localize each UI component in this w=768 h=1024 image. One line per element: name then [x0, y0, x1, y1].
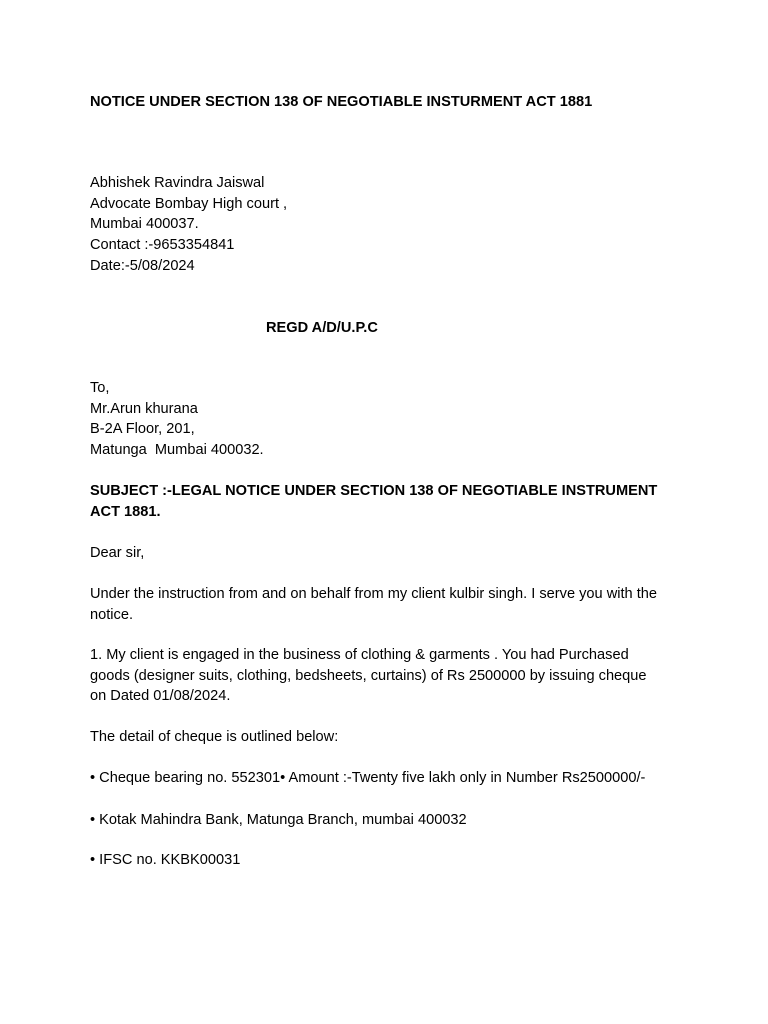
sender-name: Abhishek Ravindra Jaiswal: [90, 175, 265, 191]
recipient-block: [90, 378, 264, 461]
recipient-name: Mr.Arun khurana: [90, 400, 198, 417]
subject-line-2: ACT 1881.: [90, 503, 161, 520]
intro-paragraph: [90, 584, 657, 625]
notice-date: Date:-5/08/2024: [90, 257, 195, 274]
intro-line-2: notice.: [90, 606, 133, 623]
bullet-cheque-number: • Cheque bearing no. 552301• Amount :-Twenty five lakh only in Number Rs2500000/-: [90, 770, 646, 786]
point-1-line-3: on Dated 01/08/2024.: [90, 688, 231, 705]
subject-line-1: SUBJECT :-LEGAL NOTICE UNDER SECTION 138 OF NEGOTIABLE INSTRUMENT: [90, 483, 658, 499]
recipient-address-2: Matunga Mumbai 400032.: [90, 442, 264, 459]
notice-heading: NOTICE UNDER SECTION 138 OF NEGOTIABLE INSTURMENT ACT 1881: [90, 94, 593, 110]
sender-block: [90, 173, 287, 277]
sender-city: Mumbai 400037.: [90, 216, 199, 233]
point-1-line-1: 1. My client is engaged in the business of clothing & garments . You had Purchased: [90, 647, 629, 663]
sender-contact: Contact :-9653354841: [90, 237, 235, 254]
greeting: Dear sir,: [90, 545, 145, 561]
subject-block: [90, 481, 657, 522]
cheque-intro: The detail of cheque is outlined below:: [90, 729, 339, 745]
recipient-to: To,: [90, 380, 110, 396]
intro-line-1: Under the instruction from and on behalf from my client kulbir singh. I serve you with the: [90, 586, 657, 602]
bullet-bank-branch: • Kotak Mahindra Bank, Matunga Branch, mumbai 400032: [90, 812, 467, 828]
bullet-ifsc: • IFSC no. KKBK00031: [90, 852, 241, 868]
recipient-address-1: B-2A Floor, 201,: [90, 421, 195, 438]
sender-designation: Advocate Bombay High court ,: [90, 195, 288, 212]
point-1-line-2: goods (designer suits, clothing, bedsheets, curtains) of Rs 2500000 by issuing cheque: [90, 667, 647, 684]
delivery-mode: REGD A/D/U.P.C: [266, 320, 378, 336]
point-1-paragraph: [90, 645, 647, 707]
